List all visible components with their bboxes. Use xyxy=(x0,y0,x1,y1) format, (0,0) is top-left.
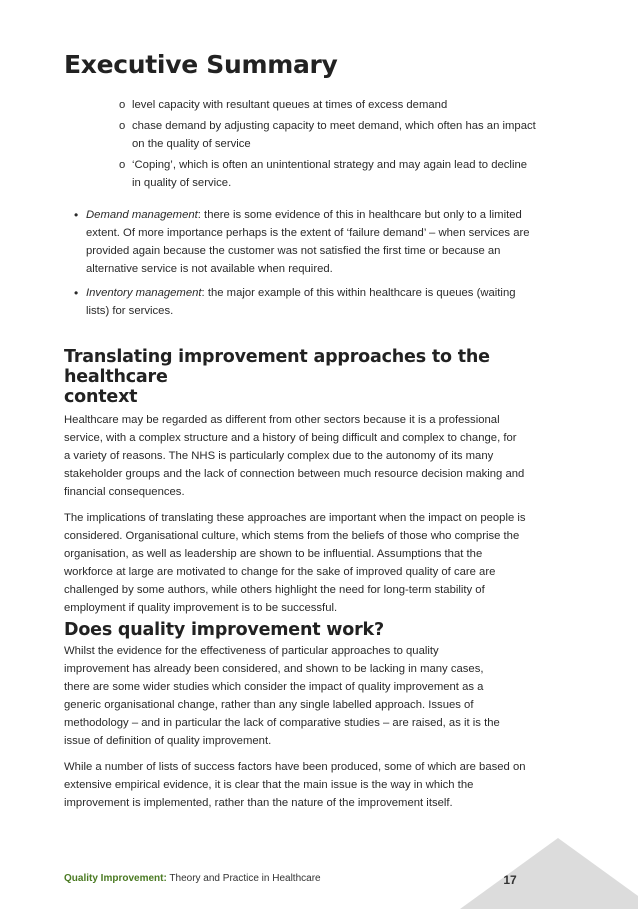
paragraph-line: The implications of translating these approaches are important when the impact on people is xyxy=(64,512,526,524)
paragraph-line: financial consequences. xyxy=(64,486,185,498)
bullet-item xyxy=(74,206,564,278)
paragraph-line: generic organisational change, rather than any single labelled approach. Issues of xyxy=(64,699,474,711)
paragraph xyxy=(64,509,564,617)
page-number: 17 xyxy=(503,873,517,887)
bullet-line: alternative service is not available when required. xyxy=(86,263,333,275)
sub-bullet-item xyxy=(119,117,559,153)
section-title xyxy=(64,347,564,407)
sub-bullet-line: level capacity with resultant queues at times of excess demand xyxy=(132,99,448,111)
footer-title-rest: Theory and Practice in Healthcare xyxy=(166,873,321,884)
paragraph-line: Whilst the evidence for the effectiveness of particular approaches to quality xyxy=(64,645,439,657)
sub-bullet-line: in quality of service. xyxy=(132,177,232,189)
footer-title-bold: Quality Improvement: xyxy=(64,873,167,884)
section-does-quality-work xyxy=(64,620,564,812)
paragraph-line: employment if quality improvement is to be successful. xyxy=(64,602,338,614)
bullet-item xyxy=(74,284,564,320)
paragraph-line: While a number of lists of success factors have been produced, some of which are based on xyxy=(64,761,526,773)
footer-title xyxy=(64,873,321,884)
section-title-line: context xyxy=(64,387,138,407)
paragraph-line: organisation, as well as leadership are shown to be influential. Assumptions that the xyxy=(64,548,483,560)
bullet-term: Demand management xyxy=(86,209,198,221)
page-title: Executive Summary xyxy=(64,50,338,79)
paragraph-line: extensive empirical evidence, it is clear that the main issue is the way in which the xyxy=(64,779,474,791)
bullet-line: extent. Of more importance perhaps is the extent of ‘failure demand’ – when services are xyxy=(86,227,530,239)
paragraph-line: there are some wider studies which consider the impact of quality improvement as a xyxy=(64,681,484,693)
sub-bullet-marker: o xyxy=(119,99,126,111)
sub-bullet-line: ‘Coping’, which is often an unintentional strategy and may again lead to decline xyxy=(132,159,528,171)
paragraph-line: stakeholder groups and the lack of connection between much resource decision making and xyxy=(64,468,525,480)
paragraph-line: issue of definition of quality improvement. xyxy=(64,735,272,747)
bullet-line: lists) for services. xyxy=(86,305,174,317)
sub-bullet-marker: o xyxy=(119,120,126,132)
paragraph-line: Healthcare may be regarded as different from other sectors because it is a professional xyxy=(64,414,500,426)
sub-bullet-list xyxy=(119,96,559,192)
bullet-line: : the major example of this within healthcare is queues (waiting xyxy=(201,287,516,299)
paragraph xyxy=(64,411,564,501)
paragraph-line: improvement has already been considered, and shown to be lacking in many cases, xyxy=(64,663,484,675)
paragraph-line: improvement is implemented, rather than the nature of the improvement itself. xyxy=(64,797,453,809)
page-corner-triangle xyxy=(460,838,638,909)
paragraph xyxy=(64,758,564,812)
paragraph xyxy=(64,642,564,750)
paragraph-line: challenged by some authors, while others highlight the need for long-term stability of xyxy=(64,584,485,596)
paragraph-line: methodology – and in particular the lack of comparative studies – are raised, as it is the xyxy=(64,717,500,729)
paragraph-line: workforce at large are motivated to change for the sake of improved quality of care are xyxy=(64,566,496,578)
bullet-list xyxy=(74,206,564,320)
sub-bullet-item xyxy=(119,156,559,192)
sub-bullet-line: on the quality of service xyxy=(132,138,251,150)
paragraph-line: service, with a complex structure and a history of being difficult and complex to change, for xyxy=(64,432,517,444)
paragraph-line: a variety of reasons. The NHS is particularly complex due to the autonomy of its many xyxy=(64,450,494,462)
bullet-term: Inventory management xyxy=(86,287,202,299)
bullet-marker: • xyxy=(74,286,79,300)
section-title: Does quality improvement work? xyxy=(64,620,384,640)
section-translating xyxy=(64,347,564,617)
section-title-line: Translating improvement approaches to the healthcare xyxy=(64,347,490,387)
paragraph-line: considered. Organisational culture, which stems from the beliefs of those who comprise the xyxy=(64,530,520,542)
bullet-line: : there is some evidence of this in healthcare but only to a limited xyxy=(197,209,522,221)
sub-bullet-marker: o xyxy=(119,159,126,171)
bullet-marker: • xyxy=(74,208,79,222)
sub-bullet-item xyxy=(119,96,559,114)
bullet-line: provided again because the customer was not satisfied the first time or because an xyxy=(86,245,501,257)
sub-bullet-line: chase demand by adjusting capacity to meet demand, which often has an impact xyxy=(132,120,536,132)
